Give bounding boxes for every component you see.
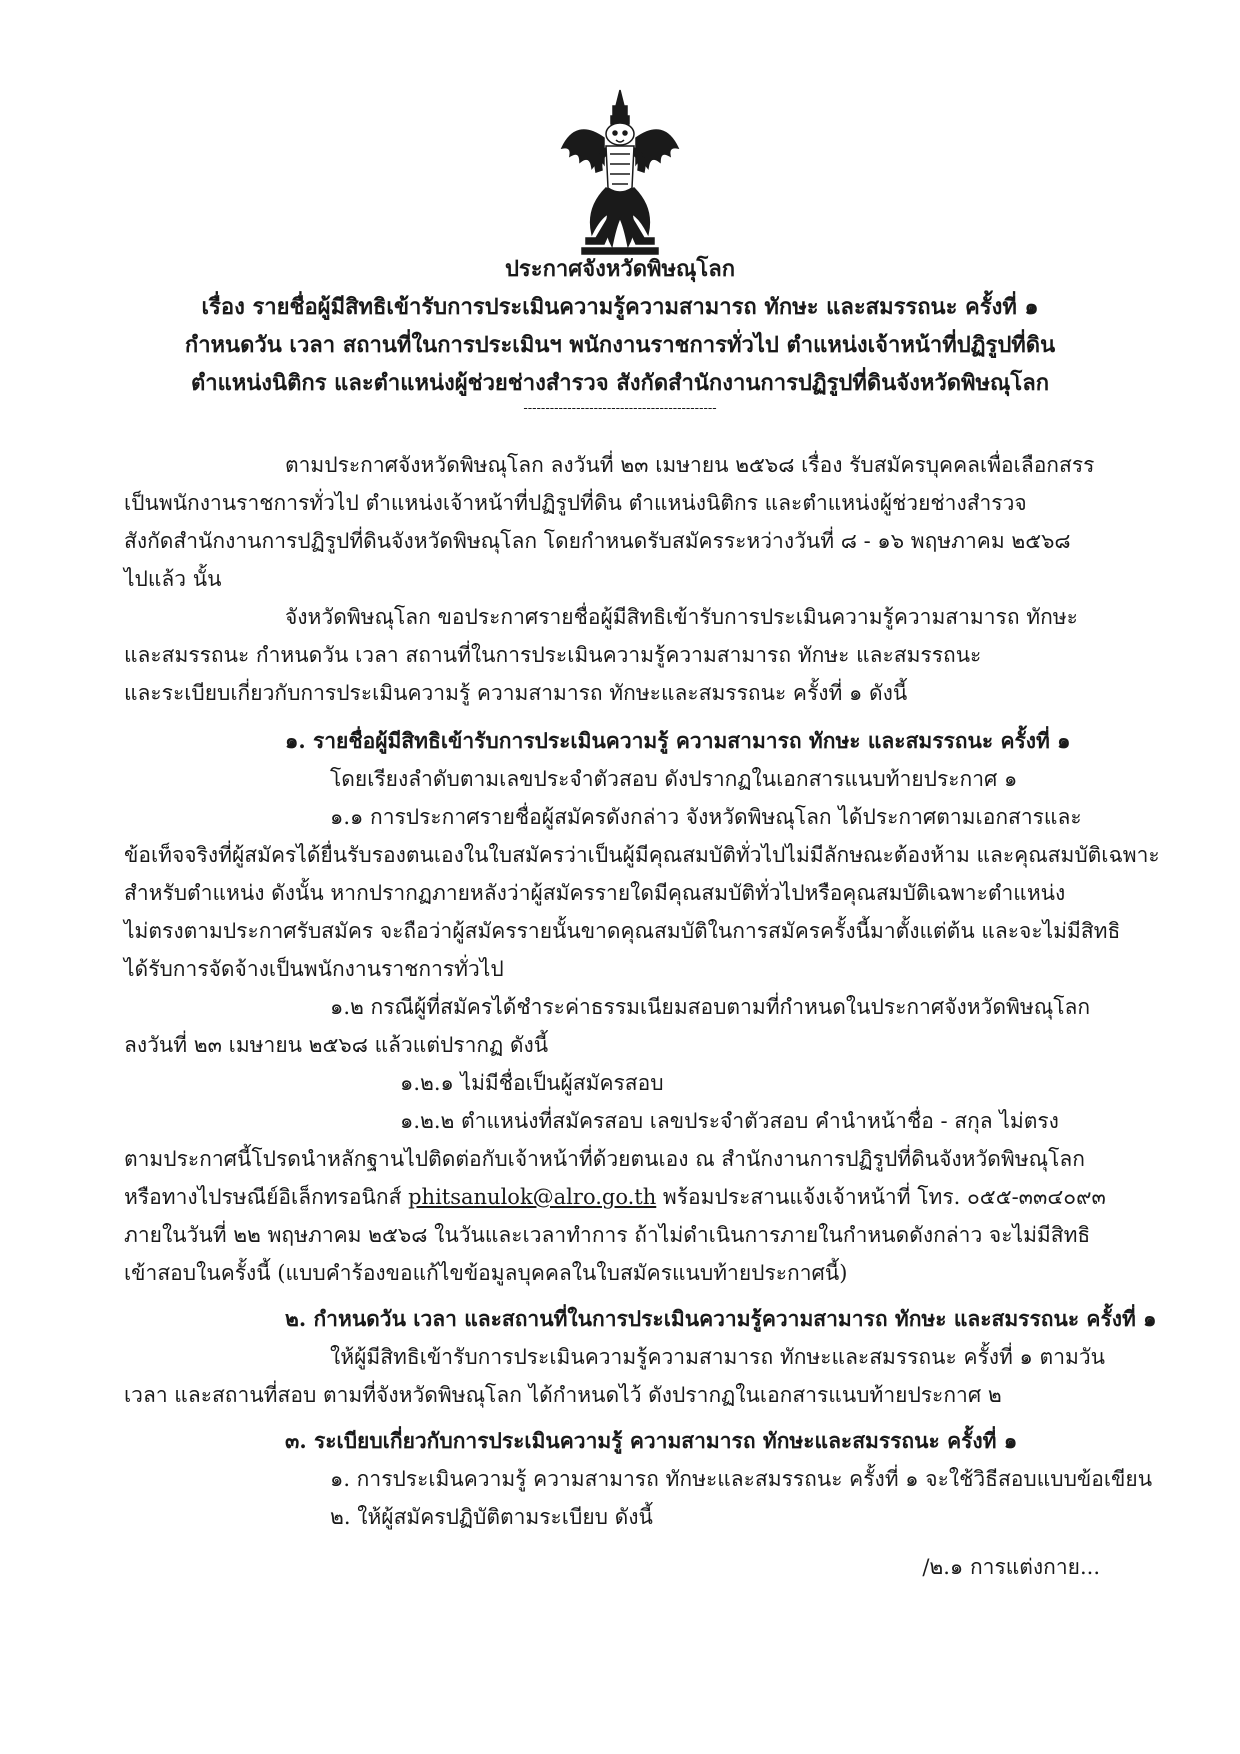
intro-p1-line-4: ไปแล้ว นั้น	[124, 567, 222, 591]
page-continuation: /๒.๑ การแต่งกาย...	[922, 1555, 1100, 1579]
para-1-1-line-4: ไม่ตรงตามประกาศรับสมัคร จะถือว่าผู้สมัครรายนั้นขาดคุณสมบัติในการสมัครครั้งนี้มาตั้งแต่ต้น และจะไม่มีสิทธิ	[124, 919, 1121, 943]
para-1-2-line-1: ๑.๒ กรณีผู้ที่สมัครได้ชำระค่าธรรมเนียมสอบตามที่กำหนดในประกาศจังหวัดพิษณุโลก	[330, 995, 1091, 1019]
email-suffix: พร้อมประสานแจ้งเจ้าหน้าที่ โทร. ๐๕๕-๓๓๔๐๙๓	[656, 1185, 1106, 1209]
para-1-2-2-line-5: เข้าสอบในครั้งนี้ (แบบคำร้องขอแก้ไขข้อมูลบุคคลในใบสมัครแนบท้ายประกาศนี้)	[124, 1261, 848, 1285]
section-3-item-1: ๑. การประเมินความรู้ ความสามารถ ทักษะและสมรรถนะ ครั้งที่ ๑ จะใช้วิธีสอบแบบข้อเขียน	[330, 1467, 1153, 1491]
garuda-emblem	[556, 88, 684, 258]
para-1-2-2-line-2: ตามประกาศนี้โปรดนำหลักฐานไปติดต่อกับเจ้าหน้าที่ด้วยตนเอง ณ สำนักงานการปฏิรูปที่ดินจังหวัดพิษณุโลก	[124, 1147, 1085, 1171]
section-3-item-2: ๒. ให้ผู้สมัครปฏิบัติตามระเบียบ ดังนี้	[330, 1505, 653, 1529]
para-1-2-1: ๑.๒.๑ ไม่มีชื่อเป็นผู้สมัครสอบ	[400, 1071, 664, 1095]
section-2-line-1: ให้ผู้มีสิทธิเข้ารับการประเมินความรู้ความสามารถ ทักษะและสมรรถนะ ครั้งที่ ๑ ตามวัน	[330, 1345, 1105, 1369]
header-separator: --------------------------------------------	[523, 401, 717, 416]
para-1-2-2-line-4: ภายในวันที่ ๒๒ พฤษภาคม ๒๕๖๘ ในวันและเวลาทำการ ถ้าไม่ดำเนินการภายในกำหนดดังกล่าว จะไม่มีสิทธิ	[124, 1223, 1091, 1247]
subject-line-2: กำหนดวัน เวลา สถานที่ในการประเมินฯ พนักงานราชการทั่วไป ตำแหน่งเจ้าหน้าที่ปฏิรูปที่ดิน	[184, 332, 1056, 358]
para-1-2-2-email-line	[124, 1182, 1106, 1212]
para-1-1-line-5: ได้รับการจัดจ้างเป็นพนักงานราชการทั่วไป	[124, 957, 504, 981]
subject-line-1: เรื่อง รายชื่อผู้มีสิทธิเข้ารับการประเมินความรู้ความสามารถ ทักษะ และสมรรถนะ ครั้งที่ ๑	[201, 294, 1039, 320]
intro-p1-line-1: ตามประกาศจังหวัดพิษณุโลก ลงวันที่ ๒๓ เมษายน ๒๕๖๘ เรื่อง รับสมัครบุคคลเพื่อเลือกสรร	[285, 453, 1095, 477]
intro-p2-line-1: จังหวัดพิษณุโลก ขอประกาศรายชื่อผู้มีสิทธิเข้ารับการประเมินความรู้ความสามารถ ทักษะ	[285, 605, 1078, 629]
intro-p1-line-3: สังกัดสำนักงานการปฏิรูปที่ดินจังหวัดพิษณุโลก โดยกำหนดรับสมัครระหว่างวันที่ ๘ - ๑๖ พฤษภาคม ๒๕๖๘	[124, 529, 1071, 553]
para-1-1-line-3: สำหรับตำแหน่ง ดังนั้น หากปรากฏภายหลังว่าผู้สมัครรายใดมีคุณสมบัติทั่วไปหรือคุณสมบัติเฉพาะตำแหน่ง	[124, 881, 1066, 905]
section-1-heading: ๑. รายชื่อผู้มีสิทธิเข้ารับการประเมินความรู้ ความสามารถ ทักษะ และสมรรถนะ ครั้งที่ ๑	[285, 728, 1071, 753]
announcement-title: ประกาศจังหวัดพิษณุโลก	[504, 256, 736, 282]
section-2-line-2: เวลา และสถานที่สอบ ตามที่จังหวัดพิษณุโลก ได้กำหนดไว้ ดังปรากฏในเอกสารแนบท้ายประกาศ ๒	[124, 1383, 1002, 1407]
para-1-2-line-2: ลงวันที่ ๒๓ เมษายน ๒๕๖๘ แล้วแต่ปรากฏ ดังนี้	[124, 1033, 549, 1057]
intro-p1-line-2: เป็นพนักงานราชการทั่วไป ตำแหน่งเจ้าหน้าที่ปฏิรูปที่ดิน ตำแหน่งนิติกร และตำแหน่งผู้ช่วยช่างสำรวจ	[124, 491, 1027, 515]
intro-p2-line-2: และสมรรถนะ กำหนดวัน เวลา สถานที่ในการประเมินความรู้ความสามารถ ทักษะ และสมรรถนะ	[124, 643, 982, 667]
email-link[interactable]: phitsanulok@alro.go.th	[408, 1185, 657, 1209]
email-prefix: หรือทางไปรษณีย์อิเล็กทรอนิกส์	[124, 1185, 409, 1209]
para-1-1-line-2: ข้อเท็จจริงที่ผู้สมัครได้ยื่นรับรองตนเองในใบสมัครว่าเป็นผู้มีคุณสมบัติทั่วไปไม่มีลักษณะต้องห้าม และคุณสมบัติเฉพาะ	[124, 843, 1160, 867]
para-1-1-line-1: ๑.๑ การประกาศรายชื่อผู้สมัครดังกล่าว จังหวัดพิษณุโลก ได้ประกาศตามเอกสารและ	[330, 805, 1082, 829]
section-2-heading: ๒. กำหนดวัน เวลา และสถานที่ในการประเมินความรู้ความสามารถ ทักษะ และสมรรถนะ ครั้งที่ ๑	[285, 1306, 1157, 1331]
subject-line-3: ตำแหน่งนิติกร และตำแหน่งผู้ช่วยช่างสำรวจ สังกัดสำนักงานการปฏิรูปที่ดินจังหวัดพิษณุโลก	[190, 370, 1050, 396]
intro-p2-line-3: และระเบียบเกี่ยวกับการประเมินความรู้ ความสามารถ ทักษะและสมรรถนะ ครั้งที่ ๑ ดังนี้	[124, 681, 908, 705]
section-1-sub: โดยเรียงลำดับตามเลขประจำตัวสอบ ดังปรากฏในเอกสารแนบท้ายประกาศ ๑	[330, 767, 1018, 791]
section-3-heading: ๓. ระเบียบเกี่ยวกับการประเมินความรู้ ความสามารถ ทักษะและสมรรถนะ ครั้งที่ ๑	[285, 1428, 1018, 1453]
para-1-2-2-line-1: ๑.๒.๒ ตำแหน่งที่สมัครสอบ เลขประจำตัวสอบ คำนำหน้าชื่อ - สกุล ไม่ตรง	[400, 1109, 1059, 1133]
